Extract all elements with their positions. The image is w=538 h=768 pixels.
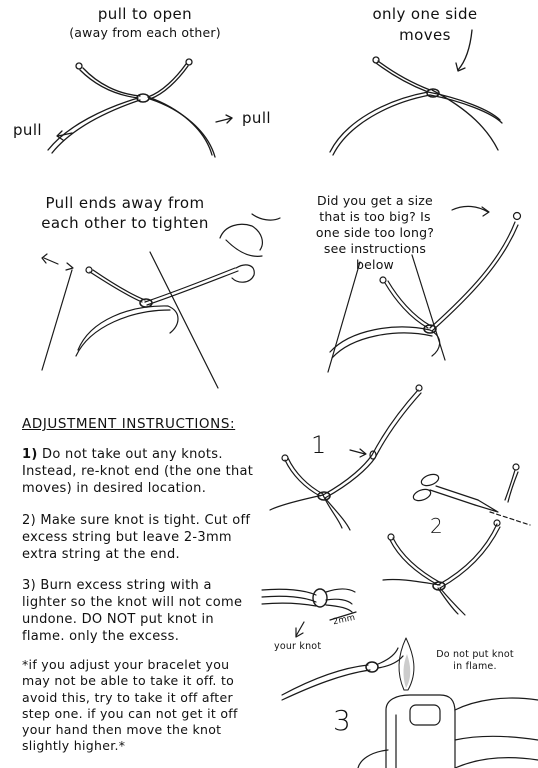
panel3-title-line2: each other to tighten [41, 214, 209, 232]
panel3-wrist-drawing [42, 214, 280, 388]
knot-closeup-drawing [262, 589, 356, 637]
flame-warning-line1: Do not put knot [436, 649, 514, 660]
panel1-bracelet-drawing [48, 59, 215, 157]
figure1-label: 1 [311, 431, 327, 459]
instruction-step-2: 2) Make sure knot is tight. Cut off excess string but leave 2-3mm extra string at the end. [22, 513, 251, 562]
two-mm-label: 2mm [332, 612, 357, 628]
panel4-question-line5: below [356, 257, 394, 272]
adjustment-instructions-title: ADJUSTMENT INSTRUCTIONS: [22, 416, 236, 432]
panel3-title-line1: Pull ends away from [45, 194, 205, 212]
panel1-left-pull-label: pull [13, 121, 42, 139]
panel4-question-line4: see instructions [323, 241, 427, 256]
panel2-title-line2: moves [399, 26, 451, 44]
panel1-arrows [57, 115, 232, 140]
step1-text: Do not take out any knots. Instead, re-knot end (the one that moves) in desired location. [22, 447, 254, 496]
your-knot-label: your knot [274, 641, 322, 652]
figure3-label: 3 [333, 704, 351, 737]
step1-number: 1) [22, 447, 38, 462]
panel2-title-line1: only one side [372, 5, 478, 23]
panel2-bracelet-drawing [330, 30, 502, 155]
panel1-right-pull-label: pull [242, 109, 271, 127]
panel4-question-line1: Did you get a size [317, 193, 433, 208]
figure2-label: 2 [430, 514, 443, 538]
panel1-title-line2: (away from each other) [69, 25, 221, 40]
figure1-reknot-drawing [270, 385, 422, 530]
flame-warning-line2: in flame. [453, 661, 497, 672]
instruction-step-1 [22, 447, 262, 498]
panel4-question-line2: that is too big? Is [319, 209, 431, 224]
adjustment-note: *if you adjust your bracelet you may not be able to take it off. to avoid this, try to take it off after step one. if you can not get it off your hand then move the knot slightly higher.* [22, 657, 238, 754]
panel1-title-line1: pull to open [97, 5, 193, 23]
panel4-question-line3: one side too long? [315, 225, 435, 240]
instruction-step-3: 3) Burn excess string with a lighter so the knot will not come undone. DO NOT put knot in flame. only the excess. [22, 578, 243, 644]
